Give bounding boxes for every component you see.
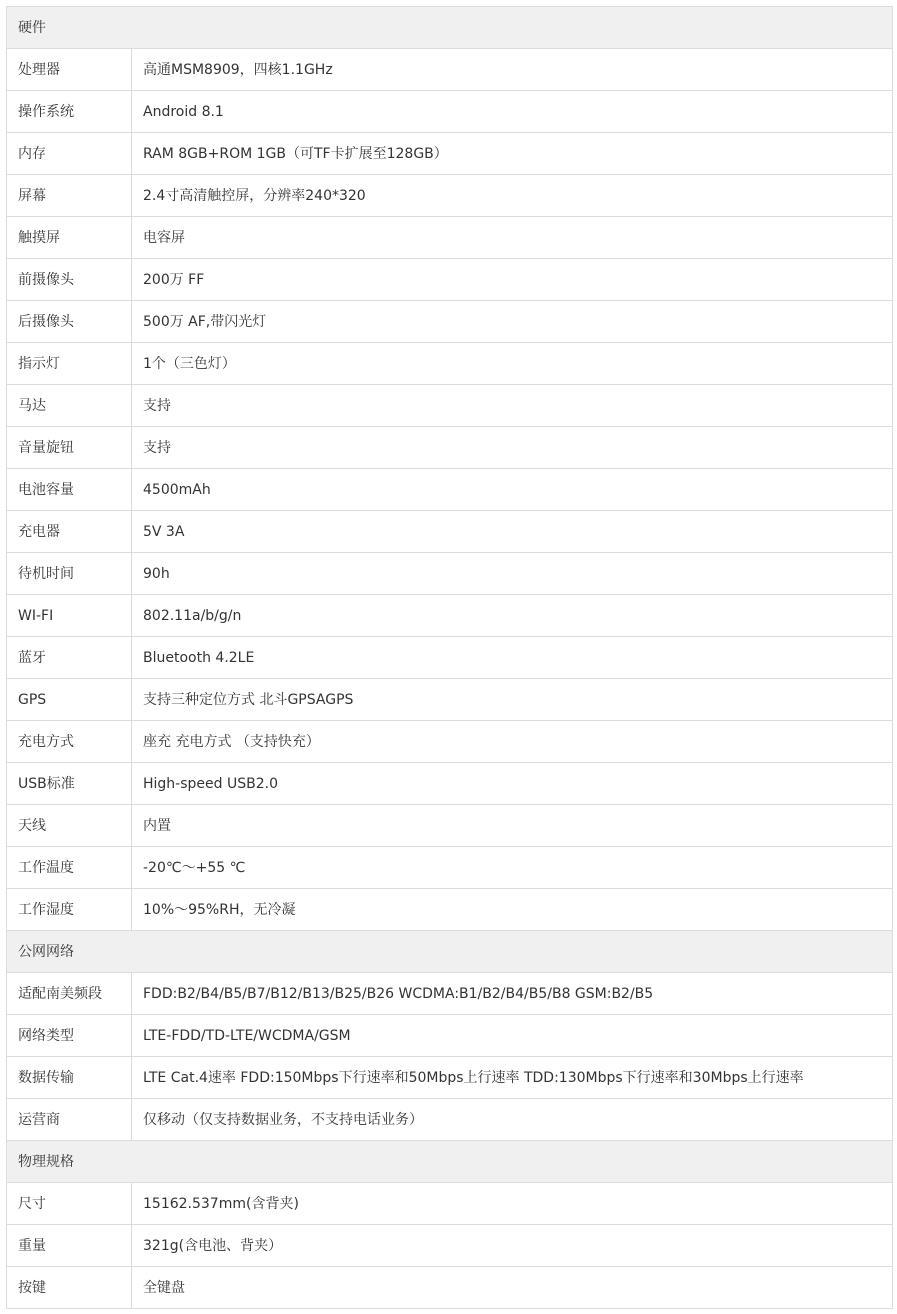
section-header-row	[7, 931, 893, 973]
spec-label: 数据传输	[7, 1057, 132, 1099]
spec-label: 网络类型	[7, 1015, 132, 1057]
spec-label: GPS	[7, 679, 132, 721]
spec-row	[7, 343, 893, 385]
spec-label: 音量旋钮	[7, 427, 132, 469]
spec-label: 尺寸	[7, 1183, 132, 1225]
spec-value: 全键盘	[132, 1267, 893, 1309]
spec-value: 内置	[132, 805, 893, 847]
spec-row	[7, 553, 893, 595]
spec-label: 处理器	[7, 49, 132, 91]
spec-row	[7, 133, 893, 175]
spec-row	[7, 301, 893, 343]
spec-label: USB标准	[7, 763, 132, 805]
spec-row	[7, 1099, 893, 1141]
section-header-row	[7, 7, 893, 49]
section-title: 物理规格	[7, 1141, 893, 1183]
spec-label: 充电器	[7, 511, 132, 553]
spec-row	[7, 259, 893, 301]
spec-row	[7, 847, 893, 889]
spec-label: 天线	[7, 805, 132, 847]
spec-label: 前摄像头	[7, 259, 132, 301]
spec-row	[7, 1267, 893, 1309]
spec-value: 1个（三色灯）	[132, 343, 893, 385]
spec-value: 15162.537mm(含背夹)	[132, 1183, 893, 1225]
spec-value: 5V 3A	[132, 511, 893, 553]
spec-value: High-speed USB2.0	[132, 763, 893, 805]
spec-table	[6, 6, 893, 1309]
spec-row	[7, 511, 893, 553]
spec-label: 待机时间	[7, 553, 132, 595]
spec-value: 4500mAh	[132, 469, 893, 511]
spec-row	[7, 1225, 893, 1267]
spec-label: 蓝牙	[7, 637, 132, 679]
spec-label: 屏幕	[7, 175, 132, 217]
spec-label: 后摄像头	[7, 301, 132, 343]
spec-value: 高通MSM8909，四核1.1GHz	[132, 49, 893, 91]
spec-label: 马达	[7, 385, 132, 427]
spec-value: 2.4寸高清触控屏，分辨率240*320	[132, 175, 893, 217]
spec-row	[7, 763, 893, 805]
spec-row	[7, 805, 893, 847]
spec-row	[7, 49, 893, 91]
spec-row	[7, 1057, 893, 1099]
spec-value: LTE Cat.4速率 FDD:150Mbps下行速率和50Mbps上行速率 TDD:130Mbps下行速率和30Mbps上行速率	[132, 1057, 893, 1099]
spec-label: 重量	[7, 1225, 132, 1267]
spec-label: 触摸屏	[7, 217, 132, 259]
spec-value: 支持三种定位方式 北斗GPSAGPS	[132, 679, 893, 721]
spec-label: 按键	[7, 1267, 132, 1309]
spec-row	[7, 469, 893, 511]
spec-value: 仅移动（仅支持数据业务，不支持电话业务）	[132, 1099, 893, 1141]
spec-value: 座充 充电方式 （支持快充）	[132, 721, 893, 763]
spec-label: 运营商	[7, 1099, 132, 1141]
spec-value: -20℃～+55 ℃	[132, 847, 893, 889]
spec-value: 200万 FF	[132, 259, 893, 301]
spec-label: 充电方式	[7, 721, 132, 763]
spec-value: 电容屏	[132, 217, 893, 259]
spec-value: 500万 AF,带闪光灯	[132, 301, 893, 343]
spec-row	[7, 1015, 893, 1057]
spec-row	[7, 595, 893, 637]
spec-row	[7, 889, 893, 931]
section-title: 公网网络	[7, 931, 893, 973]
spec-label: 指示灯	[7, 343, 132, 385]
spec-row	[7, 217, 893, 259]
spec-label: WI-FI	[7, 595, 132, 637]
spec-value: 802.11a/b/g/n	[132, 595, 893, 637]
spec-label: 操作系统	[7, 91, 132, 133]
spec-value: LTE-FDD/TD-LTE/WCDMA/GSM	[132, 1015, 893, 1057]
spec-value: 90h	[132, 553, 893, 595]
spec-label: 电池容量	[7, 469, 132, 511]
spec-table-body	[7, 7, 893, 1309]
spec-row	[7, 721, 893, 763]
spec-row	[7, 1183, 893, 1225]
section-header-row	[7, 1141, 893, 1183]
spec-value: Bluetooth 4.2LE	[132, 637, 893, 679]
spec-row	[7, 385, 893, 427]
spec-value: RAM 8GB+ROM 1GB（可TF卡扩展至128GB）	[132, 133, 893, 175]
spec-value: FDD:B2/B4/B5/B7/B12/B13/B25/B26 WCDMA:B1/B2/B4/B5/B8 GSM:B2/B5	[132, 973, 893, 1015]
spec-row	[7, 679, 893, 721]
spec-value: 支持	[132, 427, 893, 469]
spec-row	[7, 427, 893, 469]
spec-value: 10%～95%RH，无冷凝	[132, 889, 893, 931]
spec-row	[7, 91, 893, 133]
spec-value: Android 8.1	[132, 91, 893, 133]
spec-value: 321g(含电池、背夹）	[132, 1225, 893, 1267]
spec-label: 内存	[7, 133, 132, 175]
section-title: 硬件	[7, 7, 893, 49]
spec-value: 支持	[132, 385, 893, 427]
spec-row	[7, 637, 893, 679]
spec-label: 工作湿度	[7, 889, 132, 931]
spec-row	[7, 175, 893, 217]
spec-label: 适配南美频段	[7, 973, 132, 1015]
spec-row	[7, 973, 893, 1015]
spec-label: 工作温度	[7, 847, 132, 889]
